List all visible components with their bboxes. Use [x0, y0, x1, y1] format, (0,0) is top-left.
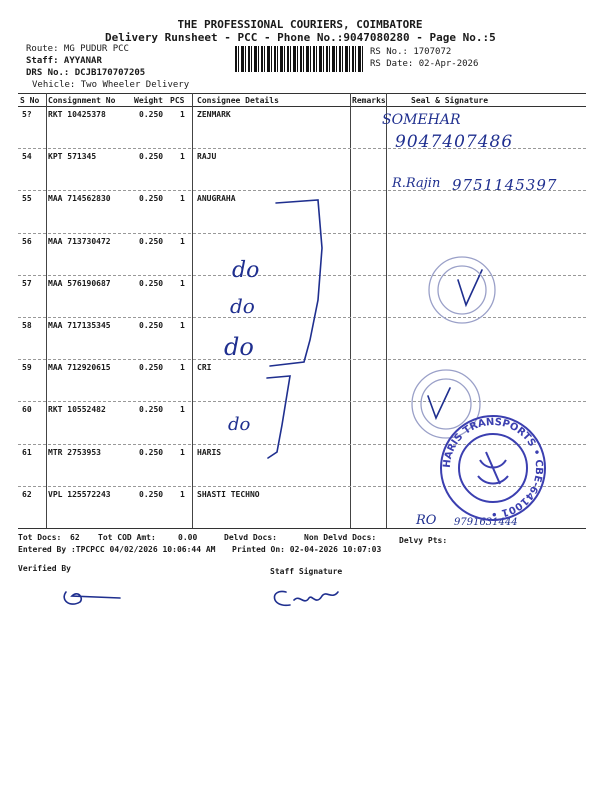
row-pcs: 1 [180, 279, 185, 288]
runsheet-subtitle: Delivery Runsheet - PCC - Phone No.:9047080280 - Page No.:5 [105, 31, 496, 44]
row-sno: 62 [22, 490, 32, 499]
row-weight: 0.250 [139, 194, 164, 203]
ditto-mark-1: do [232, 258, 260, 283]
col-remarks: Remarks [352, 96, 386, 105]
row-weight: 0.250 [139, 363, 164, 372]
ditto-mark-4: do [228, 414, 251, 435]
rs-number: RS No.: 1707072 [370, 47, 452, 57]
row-consignee: ZENMARK [197, 110, 231, 119]
row-sno: 60 [22, 405, 32, 414]
row-sno: 54 [22, 152, 32, 161]
row-sno: 5? [22, 110, 32, 119]
verified-by: Verified By [18, 564, 71, 573]
route-label: Route: MG PUDUR PCC [26, 44, 129, 54]
row-pcs: 1 [180, 237, 185, 246]
row-consignment-no: RKT 10425378 [48, 110, 106, 119]
row-consignment-no: MAA 576190687 [48, 279, 111, 288]
tot-cod-value: 0.00 [178, 533, 198, 542]
row-weight: 0.250 [139, 110, 164, 119]
row-consignee: ANUGRAHA [197, 194, 236, 203]
handwritten-phone-row53: 9047407486 [395, 132, 514, 152]
ditto-mark-2: do [230, 294, 255, 318]
row-pcs: 1 [180, 321, 185, 330]
rs-date: RS Date: 02-Apr-2026 [370, 59, 479, 69]
row-weight: 0.250 [139, 405, 164, 414]
row-consignment-no: RKT 10552482 [48, 405, 106, 414]
row-sno: 57 [22, 279, 32, 288]
row-weight: 0.250 [139, 321, 164, 330]
row-consignee: SHASTI TECHNO [197, 490, 260, 499]
row-consignment-no: MAA 717135345 [48, 321, 111, 330]
runsheet-title: THE PROFESSIONAL COURIERS, COIMBATORE [177, 18, 423, 31]
row-sno: 59 [22, 363, 32, 372]
row-consignment-no: MAA 714562830 [48, 194, 111, 203]
tot-docs-label: Tot Docs: [18, 533, 62, 542]
tot-docs-value: 62 [70, 533, 80, 542]
non-delvd-docs: Non Delvd Docs: [304, 533, 377, 542]
col-consignment: Consignment No [48, 96, 116, 105]
stamp-text: HARIS TRANSPORTS • CBE-641001 • [441, 416, 545, 520]
row-pcs: 1 [180, 194, 185, 203]
row-pcs: 1 [180, 448, 185, 457]
row-sno: 56 [22, 237, 32, 246]
row-sno: 58 [22, 321, 32, 330]
drs-number: DRS No.: DCJB170707205 [26, 68, 146, 78]
row-consignment-no: VPL 125572243 [48, 490, 111, 499]
row-consignment-no: KPT 571345 [48, 152, 97, 161]
handwritten-mark-row62: RO [416, 513, 437, 528]
col-pcs: PCS [170, 96, 185, 105]
staff-signature-label: Staff Signature [270, 567, 343, 576]
row-consignee: HARIS [197, 448, 222, 457]
col-seal: Seal & Signature [411, 96, 489, 105]
delvy-pts: Delvy Pts: [399, 536, 448, 545]
row-sno: 55 [22, 194, 32, 203]
handwritten-name-row54: R.Rajin [392, 176, 441, 191]
ditto-mark-3: do [224, 333, 254, 361]
col-consignee: Consignee Details [197, 96, 279, 105]
row-consignment-no: MAA 712920615 [48, 363, 111, 372]
handwritten-name-row53: SOMEHAR [382, 112, 461, 128]
staff-label: Staff: AYYANAR [26, 56, 102, 66]
col-weight: Weight [134, 96, 163, 105]
row-consignment-no: MAA 713730472 [48, 237, 111, 246]
tot-cod-label: Tot COD Amt: [98, 533, 156, 542]
row-pcs: 1 [180, 110, 185, 119]
row-weight: 0.250 [139, 152, 164, 161]
row-weight: 0.250 [139, 490, 164, 499]
delvd-docs: Delvd Docs: [224, 533, 277, 542]
handwritten-phone-row54: 9751145397 [452, 176, 558, 194]
row-pcs: 1 [180, 152, 185, 161]
row-consignee: CRI [197, 363, 212, 372]
row-weight: 0.250 [139, 448, 164, 457]
row-weight: 0.250 [139, 237, 164, 246]
row-pcs: 1 [180, 363, 185, 372]
printed-on: Printed On: 02-04-2026 10:07:03 [232, 545, 382, 554]
handwritten-phone-row62: 9791631444 [454, 517, 518, 528]
row-consignee: RAJU [197, 152, 217, 161]
row-pcs: 1 [180, 490, 185, 499]
row-pcs: 1 [180, 405, 185, 414]
vehicle-label: Vehicle: Two Wheeler Delivery [32, 80, 190, 90]
row-sno: 61 [22, 448, 32, 457]
row-weight: 0.250 [139, 279, 164, 288]
entered-by: Entered By :TPCPCC 04/02/2026 10:06:44 AM [18, 545, 216, 554]
col-sno: S No [20, 96, 40, 105]
row-consignment-no: MTR 2753953 [48, 448, 101, 457]
